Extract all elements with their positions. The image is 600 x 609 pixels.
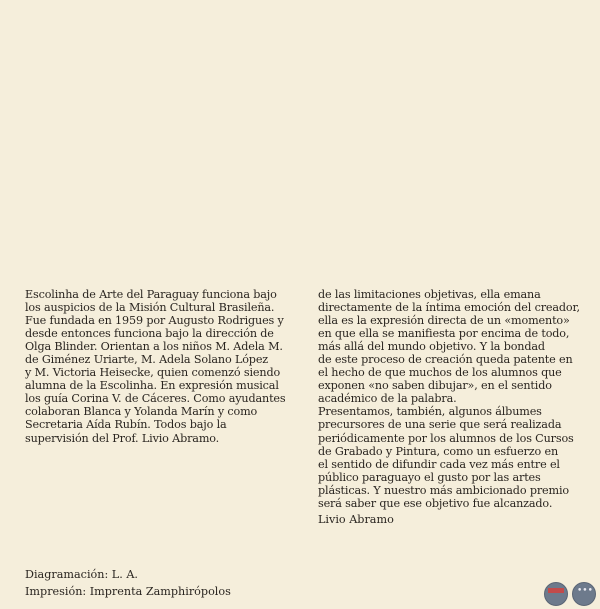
signature: Livio Abramo bbox=[318, 513, 394, 526]
text-line: el hecho de que muchos de los alumnos que bbox=[318, 366, 562, 380]
text-line: de este proceso de creación queda patente en bbox=[318, 353, 573, 367]
text-line: exponen «no saben dibujar», en el sentido bbox=[318, 379, 552, 393]
text-line: los auspicios de la Misión Cultural Brasileña. bbox=[25, 301, 275, 315]
credits bbox=[25, 566, 231, 600]
text-line: de Grabado y Pintura, como un esfuerzo en bbox=[318, 444, 559, 458]
text-line: académico de la palabra. bbox=[318, 392, 457, 406]
text-line: de Giménez Uriarte, M. Adela Solano López bbox=[25, 353, 269, 367]
text-line: precursores de una serie que será realizada bbox=[318, 418, 562, 432]
text-line: supervisión del Prof. Livio Abramo. bbox=[25, 431, 220, 445]
text-line: Olga Blinder. Orientan a los niños M. Adela M. bbox=[25, 340, 283, 354]
text-line: plásticas. Y nuestro más ambicionado premio bbox=[318, 483, 569, 497]
text-line: Fue fundada en 1959 por Augusto Rodrigues y bbox=[25, 314, 284, 328]
credit-printing: Impresión: Imprenta Zamphirópolos bbox=[25, 585, 231, 598]
text-line: Escolinha de Arte del Paraguay funciona bajo bbox=[25, 288, 277, 301]
text-line: los guía Corina V. de Cáceres. Como ayudantes bbox=[25, 392, 286, 406]
left-column-text bbox=[25, 288, 285, 445]
text-line: colaboran Blanca y Yolanda Marín y como bbox=[25, 405, 258, 419]
text-line: ella es la expresión directa de un «momento» bbox=[318, 314, 570, 328]
text-line: en que ella se manifiesta por encima de todo, bbox=[318, 327, 570, 341]
credit-layout: Diagramación: L. A. bbox=[25, 568, 138, 581]
text-line: Secretaria Aída Rubín. Todos bajo la bbox=[25, 418, 227, 432]
text-line: alumna de la Escolinha. En expresión musical bbox=[25, 379, 279, 393]
right-column-text bbox=[318, 288, 580, 510]
text-line: Presentamos, también, algunos álbumes bbox=[318, 405, 542, 419]
stars-badge-icon bbox=[572, 582, 596, 606]
text-line: público paraguayo el gusto por las artes bbox=[318, 470, 541, 484]
flag-badge-icon bbox=[544, 582, 568, 606]
text-line: más allá del mundo objetivo. Y la bondad bbox=[318, 340, 545, 354]
text-line: el sentido de difundir cada vez más entre el bbox=[318, 457, 560, 471]
text-line: de las limitaciones objetivas, ella emana bbox=[318, 288, 541, 301]
watermark-badges bbox=[544, 582, 596, 606]
text-line: y M. Victoria Heisecke, quien comenzó siendo bbox=[25, 366, 281, 380]
text-line: directamente de la íntima emoción del creador, bbox=[318, 301, 580, 315]
text-line: desde entonces funciona bajo la dirección de bbox=[25, 327, 274, 341]
text-line: periódicamente por los alumnos de los Cursos bbox=[318, 431, 574, 445]
text-line: será saber que ese objetivo fue alcanzado. bbox=[318, 496, 553, 510]
